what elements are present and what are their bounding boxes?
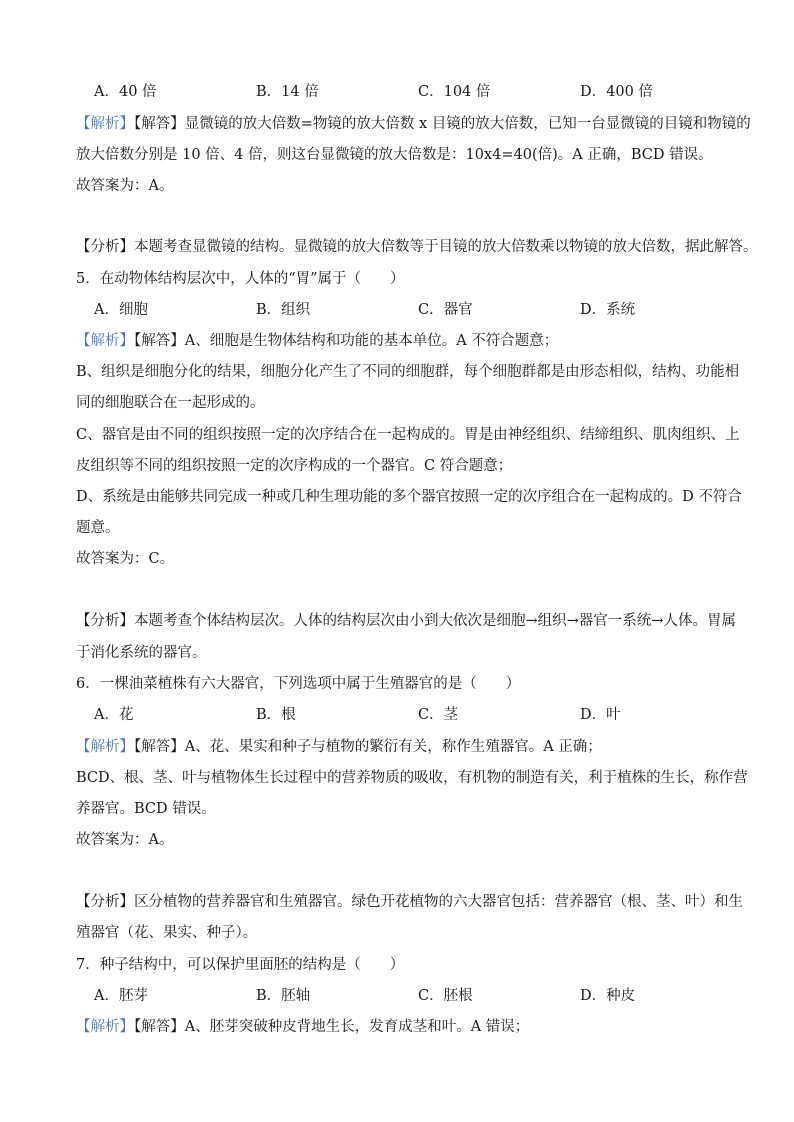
q5-line-b1: B、组织是细胞分化的结果，细胞分化产生了不同的细胞群，每个细胞群都是由形态相似，结构、功能相 <box>76 364 740 380</box>
jiexi-tag: 【解析】 <box>76 116 134 132</box>
q5-fenxi-1: 【分析】本题考查个体结构层次。人体的结构层次由小到大依次是细胞→组织→器官一系统→人体。胃属 <box>76 613 736 629</box>
q4-option-b: B．14 倍 <box>256 84 319 100</box>
q6-fenxi-1: 【分析】区分植物的营养器官和生殖器官。绿色开花植物的六大器官包括：营养器官（根、茎、叶）和生 <box>76 894 743 910</box>
q5-line-d2: 题意。 <box>76 520 120 536</box>
q6-line-bcd1: BCD、根、茎、叶与植物体生长过程中的营养物质的吸收，有机物的制造有关，利于植株的生长，称作营 <box>76 770 748 786</box>
jiexi-tag: 【解析】 <box>76 1019 134 1035</box>
q5-option-c: C．器官 <box>418 302 473 318</box>
answer-tag: 【解答】 <box>134 1019 185 1035</box>
q4-fenxi: 【分析】本题考查显微镜的结构。显微镜的放大倍数等于目镜的放大倍数乘以物镜的放大倍数，据此解答。 <box>76 239 758 255</box>
q6-fenxi-2: 殖器官（花、果实、种子）。 <box>76 925 258 941</box>
q4-analysis-line-2: 放大倍数分别是 10 倍、4 倍，则这台显微镜的放大倍数是：10x4=40(倍)。A 正确，BCD 错误。 <box>76 147 713 163</box>
q5-line-b2: 同的细胞联合在一起形成的。 <box>76 395 265 411</box>
answer-tag: 【解答】 <box>134 116 185 132</box>
q7-option-b: B．胚轴 <box>256 988 311 1004</box>
q5-fenxi-2: 于消化系统的器官。 <box>76 645 207 661</box>
q4-option-d: D．400 倍 <box>580 84 653 100</box>
answer-tag: 【解答】 <box>134 333 185 349</box>
q5-line-c1: C、器官是由不同的组织按照一定的次序结合在一起构成的。胃是由神经组织、结缔组织、肌肉组织、上 <box>76 427 740 443</box>
q5-analysis-text-1: A、细胞是生物体结构和功能的基本单位。A 不符合题意； <box>184 333 559 349</box>
q5-option-d: D．系统 <box>580 302 636 318</box>
q7-stem: 7．种子结构中，可以保护里面胚的结构是（ ） <box>76 957 405 973</box>
q6-answer-line: 故答案为：A。 <box>76 832 174 848</box>
q6-option-c: C．茎 <box>418 707 459 723</box>
q5-line-d1: D、系统是由能够共同完成一种或几种生理功能的多个器官按照一定的次序组合在一起构成的。D 不符合 <box>76 489 742 505</box>
q5-answer-line: 故答案为：C。 <box>76 551 175 567</box>
q5-stem: 5．在动物体结构层次中，人体的“胃”属于（ ） <box>76 271 405 287</box>
jiexi-tag: 【解析】 <box>76 739 134 755</box>
q4-analysis-text-1: 显微镜的放大倍数=物镜的放大倍数 x 目镜的放大倍数，已知一台显微镜的目镜和物镜的 <box>184 116 751 132</box>
q5-analysis-line-1 <box>76 331 748 351</box>
q6-option-a: A．花 <box>94 707 134 723</box>
answer-tag: 【解答】 <box>134 739 185 755</box>
q4-analysis-line-1 <box>76 114 751 134</box>
q4-option-a: A．40 倍 <box>94 84 157 100</box>
q6-option-d: D．叶 <box>580 707 621 723</box>
q7-analysis-line-1 <box>76 1017 748 1037</box>
q5-option-b: B．组织 <box>256 302 311 318</box>
q6-stem: 6．一棵油菜植株有六大器官，下列选项中属于生殖器官的是（ ） <box>76 676 521 692</box>
q4-answer-line: 故答案为：A。 <box>76 178 174 194</box>
q5-option-a: A．细胞 <box>94 302 148 318</box>
q7-option-d: D．种皮 <box>580 988 636 1004</box>
q6-line-bcd2: 养器官。BCD 错误。 <box>76 801 216 817</box>
q7-option-c: C．胚根 <box>418 988 473 1004</box>
q4-option-c: C．104 倍 <box>418 84 491 100</box>
q7-option-a: A．胚芽 <box>94 988 148 1004</box>
jiexi-tag: 【解析】 <box>76 333 134 349</box>
q6-analysis-line-1 <box>76 737 748 757</box>
q7-analysis-text-1: A、胚芽突破种皮背地生长，发育成茎和叶。A 错误； <box>184 1019 530 1035</box>
q6-option-b: B．根 <box>256 707 296 723</box>
q5-line-c2: 皮组织等不同的组织按照一定的次序构成的一个器官。C 符合题意； <box>76 458 513 474</box>
q6-analysis-text-1: A、花、果实和种子与植物的繁衍有关，称作生殖器官。A 正确； <box>184 739 602 755</box>
